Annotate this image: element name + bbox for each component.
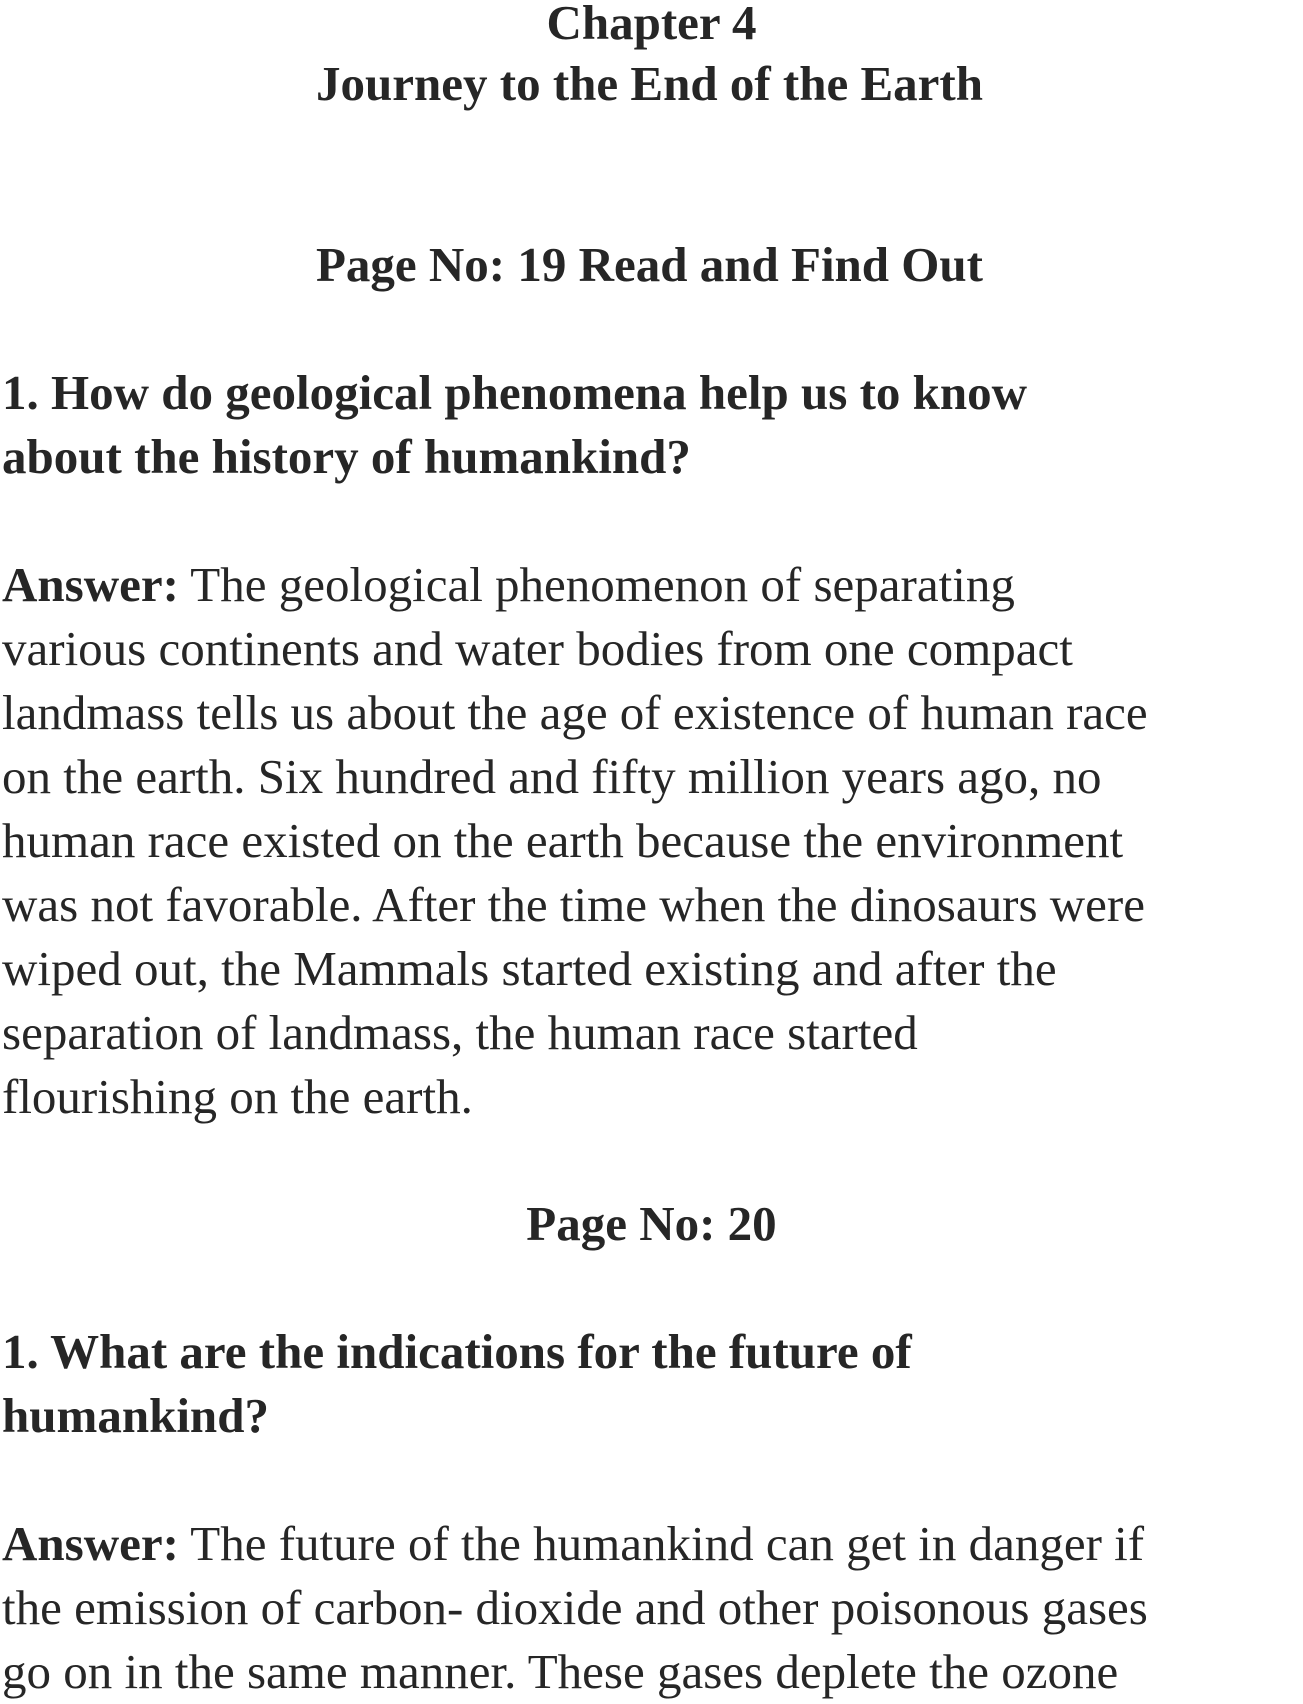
answer-line: landmass tells us about the age of existence of human race bbox=[2, 685, 1148, 740]
question-line: about the history of humankind? bbox=[2, 429, 691, 484]
answer-line: was not favorable. After the time when the dinosaurs were bbox=[2, 877, 1145, 932]
answer-line: on the earth. Six hundred and fifty million years ago, no bbox=[2, 749, 1102, 804]
page-heading: Page No: 19 Read and Find Out bbox=[315, 237, 983, 292]
answer-line: various continents and water bodies from one compact bbox=[2, 621, 1073, 676]
answer-line: wiped out, the Mammals started existing and after the bbox=[2, 941, 1057, 996]
answer bbox=[2, 1512, 1302, 1704]
answer-line: separation of landmass, the human race started bbox=[2, 1005, 918, 1060]
question bbox=[2, 361, 1302, 489]
chapter-title: Journey to the End of the Earth bbox=[316, 56, 983, 111]
answer bbox=[2, 553, 1302, 1129]
answer-label: Answer: bbox=[2, 1516, 179, 1571]
answer-line bbox=[2, 1512, 1302, 1576]
answer-line: the emission of carbon- dioxide and other poisonous gases bbox=[2, 1580, 1148, 1635]
chapter-heading: Chapter 4 bbox=[546, 0, 757, 50]
page-heading: Page No: 20 bbox=[526, 1196, 777, 1251]
answer-line: human race existed on the earth because the environment bbox=[2, 813, 1124, 868]
answer-line: flourishing on the earth. bbox=[2, 1069, 473, 1124]
question-line: humankind? bbox=[2, 1388, 269, 1443]
answer-text: The future of the humankind can get in danger if bbox=[178, 1516, 1145, 1571]
question-line: 1. How do geological phenomena help us to know bbox=[2, 365, 1028, 420]
answer-text: The geological phenomenon of separating bbox=[178, 557, 1015, 612]
answer-line bbox=[2, 553, 1302, 617]
answer-label: Answer: bbox=[2, 557, 179, 612]
answer-line: go on in the same manner. These gases deplete the ozone bbox=[2, 1644, 1119, 1699]
question bbox=[2, 1320, 1302, 1448]
question-line: 1. What are the indications for the future of bbox=[2, 1324, 912, 1379]
